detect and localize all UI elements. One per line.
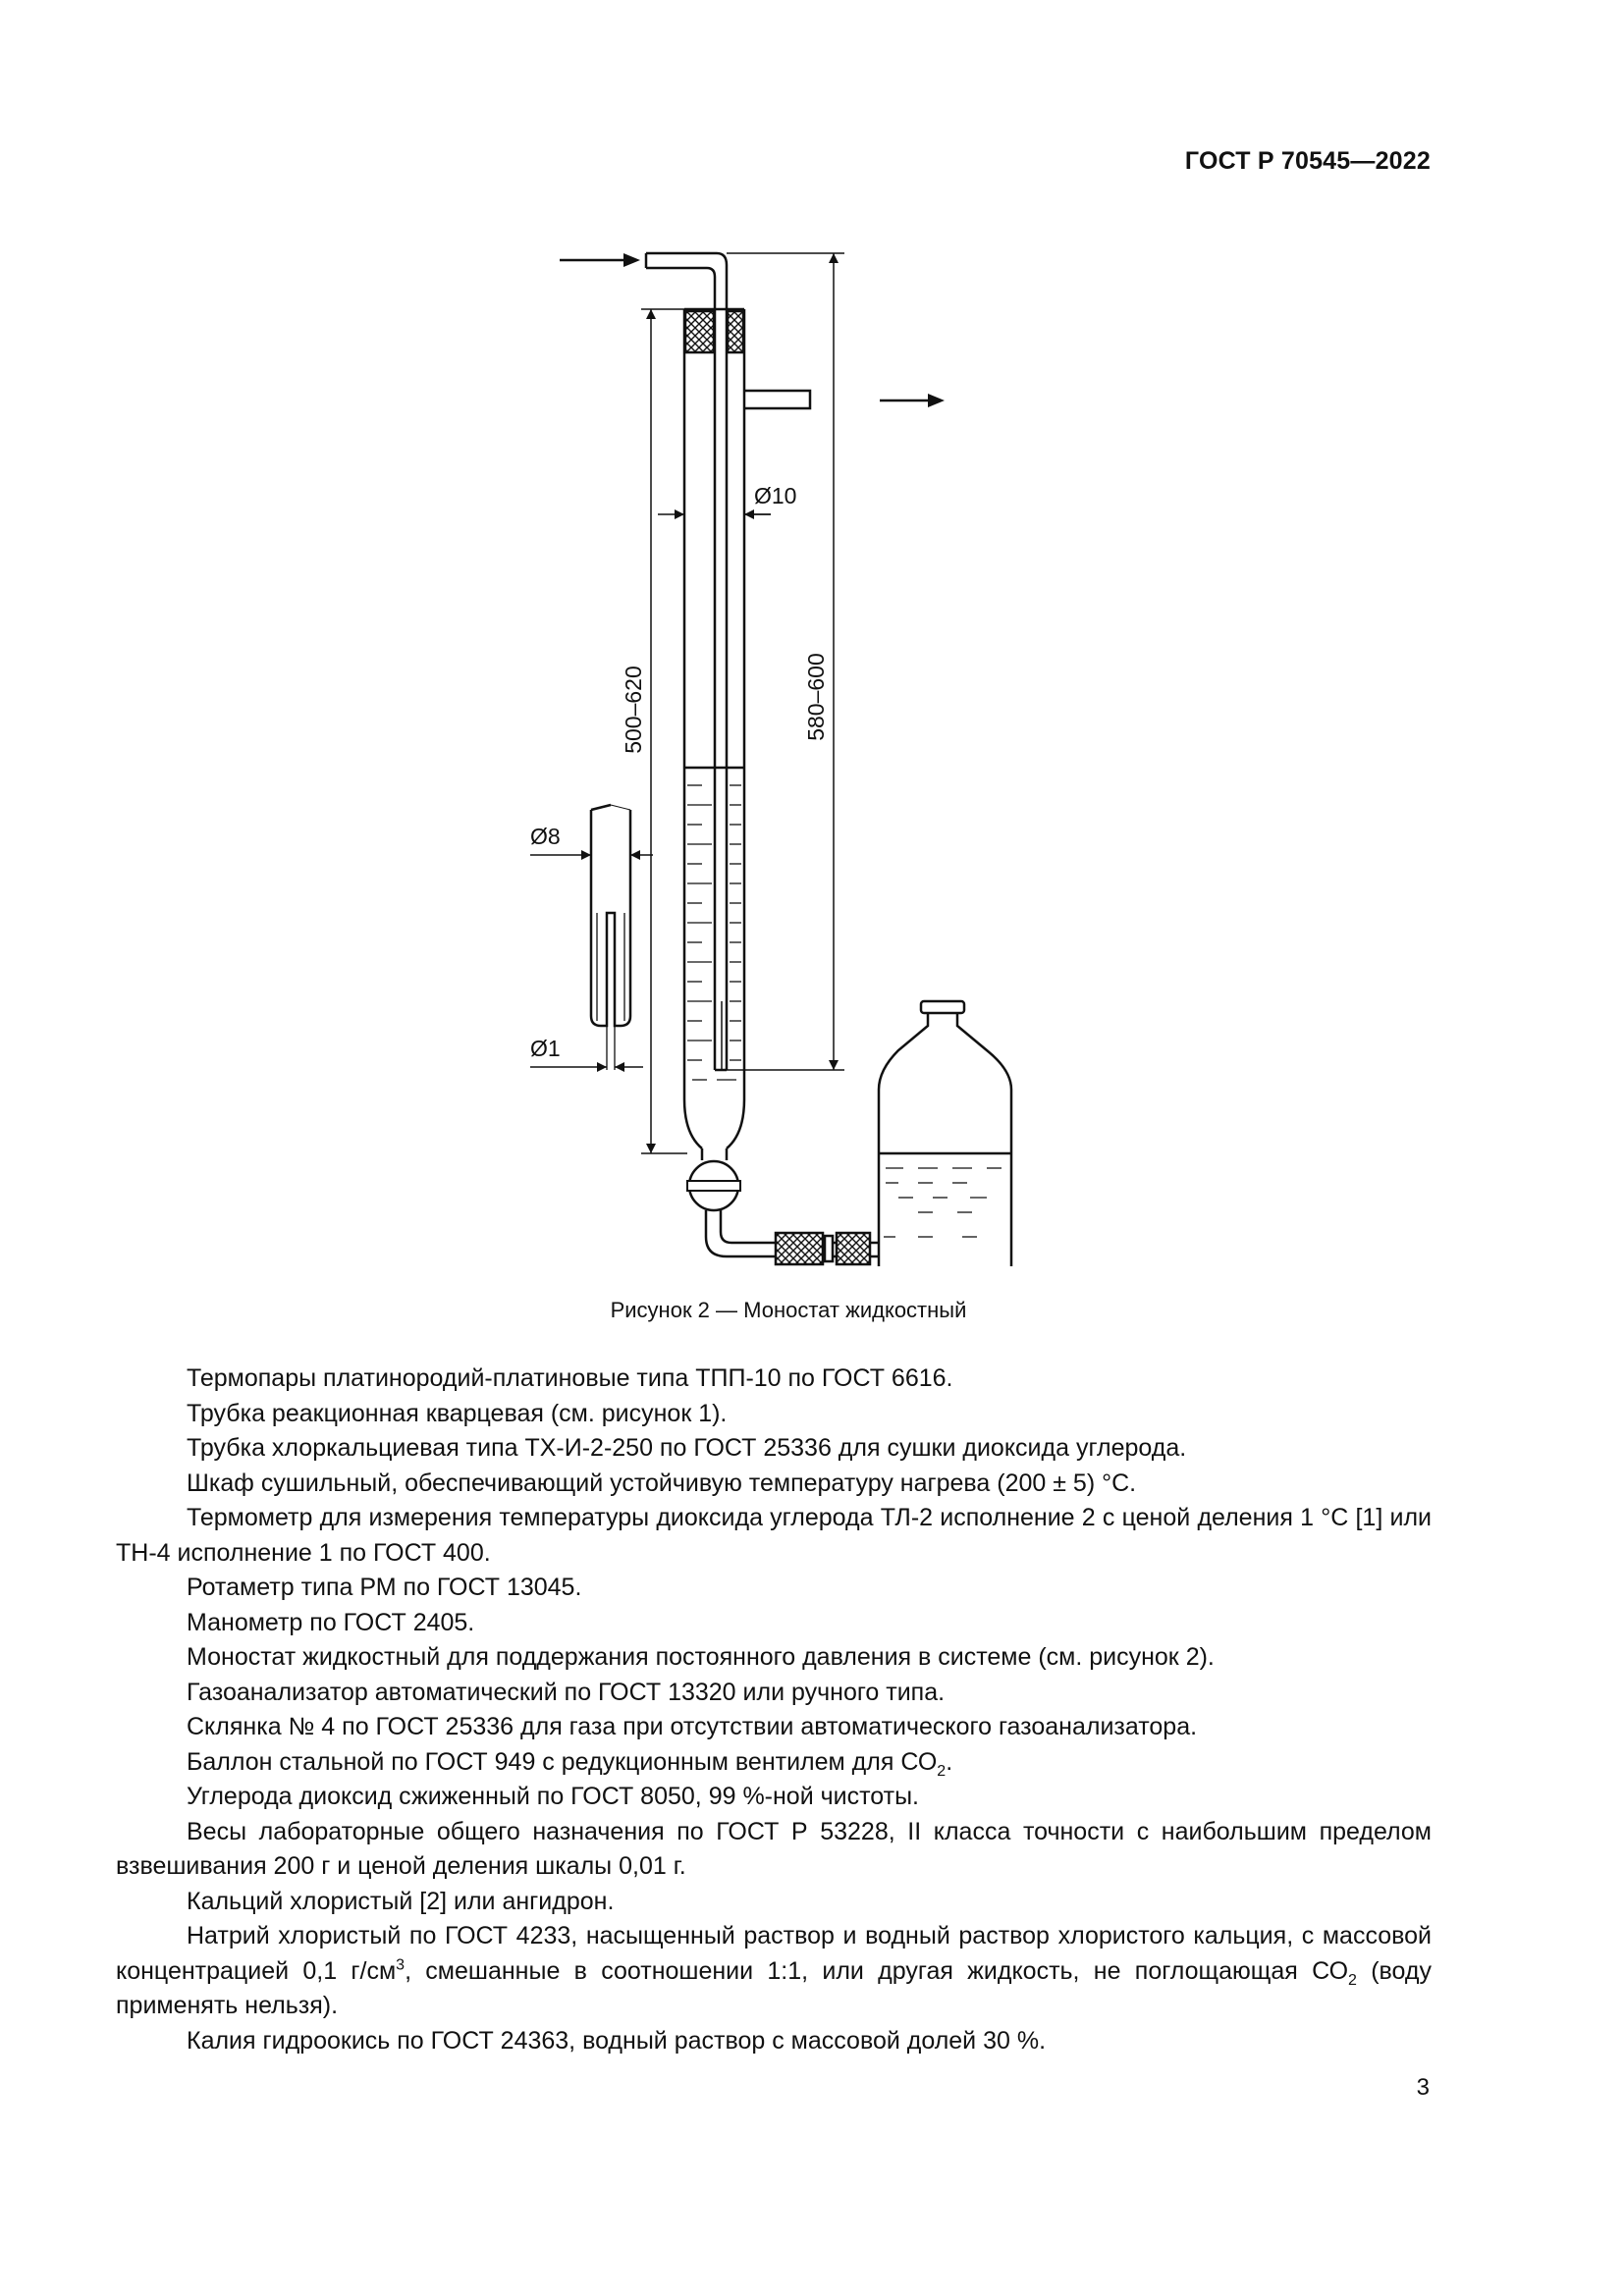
paragraph: Ротаметр типа РМ по ГОСТ 13045. (187, 1574, 582, 1601)
document-number: ГОСТ Р 70545—2022 (1184, 147, 1431, 175)
paragraph: Манометр по ГОСТ 2405. (187, 1608, 475, 1636)
paragraph (116, 1919, 1432, 2024)
paragraph (116, 1745, 1432, 1781)
paragraph: Термометр для измерения температуры диоксида углерода ТЛ-2 исполнение 2 с ценой деления 1 °С [1] или ТН-4 исполнение 1 по ГОСТ 400. (116, 1504, 1432, 1567)
superscript: 3 (396, 1956, 406, 1974)
paragraph: Термопары платинородий-платиновые типа ТПП-10 по ГОСТ 6616. (187, 1364, 953, 1392)
inlet-arrow (560, 253, 640, 267)
paragraph: Шкаф сушильный, обеспечивающий устойчивую температуру нагрева (200 ± 5) °С. (187, 1468, 1137, 1497)
figure-caption: Рисунок 2 — Моностат жидкостный (610, 1298, 967, 1322)
label-length-outer: 580–600 (803, 653, 829, 741)
paragraph: Склянка № 4 по ГОСТ 25336 для газа при отсутствии автоматического газоанализатора. (187, 1713, 1198, 1740)
outlet-side-tube (744, 391, 810, 408)
paragraph-text: , смешанные в соотношении 1:1, или другая жидкость, не поглощающая СО (405, 1956, 1349, 1985)
paragraph: Калия гидроокись по ГОСТ 24363, водный раствор с массовой долей 30 %. (187, 2026, 1047, 2055)
label-diameter-8: Ø8 (530, 824, 561, 849)
paragraph: Моностат жидкостный для поддержания постоянного давления в системе (см. рисунок 2). (187, 1643, 1215, 1671)
hose-coupling-1 (776, 1233, 823, 1264)
stopper-left (685, 311, 714, 352)
dimension-length-inner (641, 309, 687, 1153)
paragraph-text: . (946, 1747, 953, 1776)
paragraph: Трубка реакционная кварцевая (см. рисунок 1). (187, 1399, 728, 1427)
tube-tip-detail (591, 805, 630, 1070)
paragraph: Весы лабораторные общего назначения по ГОСТ Р 53228, II класса точности с наибольшим пределом взвешивания 200 г и ценой деления шкалы 0,01 г. (116, 1817, 1432, 1880)
paragraph-text: Натрий хлористый по ГОСТ 4233, насыщенный раствор и водный раствор хлористого кальция, с массовой концентрацией 0,1 г/см (116, 1922, 1432, 1985)
paragraph-text: Баллон стальной по ГОСТ 949 с редукционным вентилем для СО (187, 1747, 938, 1776)
label-diameter-1: Ø1 (530, 1036, 561, 1061)
outlet-arrow (880, 394, 945, 407)
connecting-tube (706, 1210, 776, 1256)
label-diameter-10: Ø10 (754, 483, 797, 508)
paragraph: Углерода диоксид сжиженный по ГОСТ 8050, 99 %-ной чистоты. (187, 1783, 919, 1810)
page-number: 3 (1416, 2074, 1430, 2101)
stopper-right (728, 311, 743, 352)
subscript: 2 (937, 1762, 947, 1780)
label-length-inner: 500–620 (621, 666, 646, 754)
subscript: 2 (1348, 1971, 1357, 1989)
stopcock (687, 1148, 740, 1210)
paragraph: Трубка хлоркальциевая типа ТХ-И-2-250 по ГОСТ 25336 для сушки диоксида углерода. (187, 1434, 1187, 1462)
equipment-list (116, 1362, 1432, 2058)
paragraph: Кальций хлористый [2] или ангидрон. (187, 1887, 615, 1915)
monostat-figure (530, 226, 1051, 1276)
hose-coupling-2 (837, 1233, 870, 1264)
liquid-bottle (879, 1001, 1011, 1266)
paragraph-text: (воду применять нельзя). (116, 1956, 1432, 2019)
paragraph: Газоанализатор автоматический по ГОСТ 13320 или ручного типа. (187, 1678, 946, 1706)
